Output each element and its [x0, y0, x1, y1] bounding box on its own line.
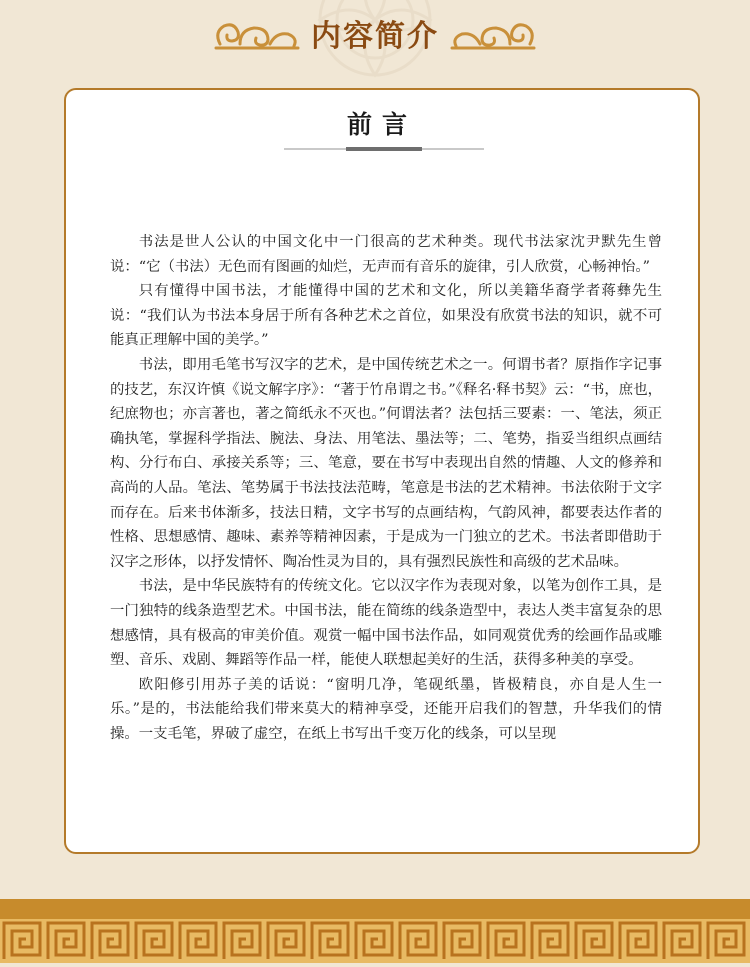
body-text: [110, 230, 662, 746]
auspicious-cloud-right-icon: [448, 14, 540, 54]
header-title: 内容简介: [311, 19, 439, 54]
fret-pattern-icon: [0, 919, 750, 963]
section-title: 前言: [346, 110, 417, 139]
paragraph: 书法是世人公认的中国文化中一门很高的艺术种类。现代书法家沈尹默先生曾说：“它（书法）无色而有图画的灿烂，无声而有音乐的旋律，引人欣赏，心畅神怡。”: [110, 234, 662, 275]
title-underline-accent: [346, 147, 422, 151]
bottom-band: [0, 899, 750, 919]
paragraph: 书法，是中华民族特有的传统文化。它以汉字作为表现对象，以笔为创作工具，是一门独特的线条造型艺术。中国书法，能在简练的线条造型中，表达人类丰富复杂的思想感情，具有极高的审美价值。观赏一幅中国书法作品，如同观赏优秀的绘画作品或雕塑、音乐、戏剧、舞蹈等作品一样，能使人联想起美好的生活，获得多种美的享受。: [110, 578, 662, 669]
fret-pattern-border: [0, 919, 750, 963]
paragraph: 书法，即用毛笔书写汉字的艺术，是中国传统艺术之一。何谓书者？原指作字记事的技艺，东汉许慎《说文解字序》：“著于竹帛谓之书。”《释名·释书契》云：“书，庶也，纪庶物也；亦言著也，著之简纸永不灭也。”何谓法者？法包括三要素：一、笔法，须正确执笔，掌握科学指法、腕法、身法、用笔法、墨法等；二、笔势，指妥当组织点画结构、分行布白、承接关系等；三、笔意，要在书写中表现出自然的情趣、人文的修养和高尚的人品。笔法、笔势属于书法技法范畴，笔意是书法的艺术精神。书法依附于文字而存在。后来书体渐多，技法日精，文字书写的点画结构，气韵风神，都要表达作者的性格、思想感情、趣味、素养等精神因素，于是成为一门独立的艺术。书法者即借助于汉字之形体，以抒发情怀、陶冶性灵为目的，具有强烈民族性和高级的艺术品味。: [110, 356, 662, 570]
paragraph: 只有懂得中国书法，才能懂得中国的艺术和文化，所以美籍华裔学者蒋彝先生说：“我们认为书法本身居于所有各种艺术之首位，如果没有欣赏书法的知识，就不可能真正理解中国的美学。”: [110, 283, 662, 349]
paragraph: 欧阳修引用苏子美的话说：“窗明几净，笔砚纸墨，皆极精良，亦自是人生一乐。”是的，书法能给我们带来莫大的精神享受，还能开启我们的智慧，升华我们的情操。一支毛笔，界破了虚空，在纸上书写出千变万化的线条，可以呈现: [110, 676, 662, 742]
content-panel: [64, 88, 700, 854]
